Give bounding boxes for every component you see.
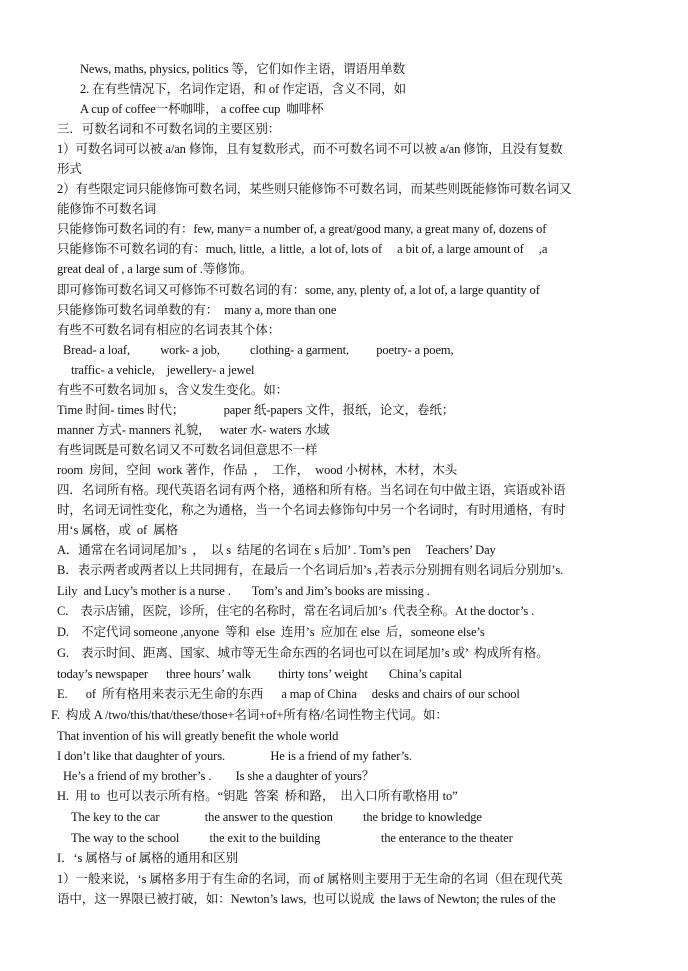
text-line: G. 表示时间、距离、国家、城市等无生命东西的名词也可以在词尾加’s 或’ 构成所有格。 xyxy=(57,646,549,660)
text-line: The way to the school the exit to the building the enterance to the theater xyxy=(71,831,513,845)
text-line: great deal of , a large sum of .等修饰。 xyxy=(57,262,253,276)
text-line: 形式 xyxy=(57,162,82,176)
text-line: 有些不可数名词有相应的名词表其个体： xyxy=(57,323,281,337)
text-line: manner 方式- manners 礼貌， water 水- waters 水域 xyxy=(57,423,330,437)
text-line: I don’t like that daughter of yours. He is a friend of my father’s. xyxy=(57,749,412,763)
section-heading: 四．名词所有格。现代英语名词有两个格，通格和所有格。当名词在句中做主语，宾语或补语 xyxy=(57,483,566,497)
text-line: 2. 在有些情况下，名词作定语，和 of 作定语，含义不同，如 xyxy=(80,82,407,96)
text-line: 1）可数名词可以被 a/an 修饰，且有复数形式，而不可数名词不可以被 a/an 修饰，且没有复数 xyxy=(57,142,563,156)
text-line: today’s newspaper three hours’ walk thirty tons’ weight China’s capital xyxy=(57,667,463,681)
text-line: H. 用 to 也可以表示所有格。“钥匙 答案 桥和路， 出入口所有歌格用 to” xyxy=(57,789,458,803)
text-line: 有些不可数名词加 s，含义发生变化。如： xyxy=(57,383,288,397)
text-line: 即可修饰可数名词又可修饰不可数名词的有：some, any, plenty of, a lot of, a large quantity of xyxy=(57,283,540,297)
text-line: 用‘s 属格，或 of 属格 xyxy=(57,523,178,537)
text-line: A cup of coffee一杯咖啡， a coffee cup 咖啡杯 xyxy=(80,102,324,116)
text-line: That invention of his will greatly benefit the whole world xyxy=(57,729,339,743)
text-line: A．通常在名词词尾加’s ， 以 s 结尾的名词在 s 后加’ . Tom’s pen Teachers’ Day xyxy=(57,543,496,557)
text-line: The key to the car the answer to the question the bridge to knowledge xyxy=(71,810,482,824)
text-line: F. 构成 A /two/this/that/these/those+名词+of+所有格/名词性物主代词。如： xyxy=(51,708,448,722)
text-line: 有些词既是可数名词又不可数名词但意思不一样 xyxy=(57,443,318,457)
text-line: 只能修饰不可数名词的有：much, little, a little, a lot of, lots of a bit of, a large amount of ,a xyxy=(57,242,548,256)
section-heading: I．‘s 属格与 of 属格的通用和区别 xyxy=(57,851,238,865)
text-line: He’s a friend of my brother’s . Is she a daughter of yours？ xyxy=(63,769,375,783)
text-line: 只能修饰可数名词的有：few, many= a number of, a great/good many, a great many of, dozens of xyxy=(57,222,547,236)
section-heading: 三．可数名词和不可数名词的主要区别： xyxy=(57,122,281,136)
text-line: room 房间，空间 work 著作，作品 ， 工作， wood 小树林，木材，木头 xyxy=(57,463,458,477)
text-line: 1）一般来说，‘s 属格多用于有生命的名词，而 of 属格则主要用于无生命的名词（但在现代英 xyxy=(57,872,563,886)
text-line: D. 不定代词 someone ,anyone 等和 else 连用’s 应加在 else 后，someone else’s xyxy=(57,625,485,639)
text-line: C. 表示店铺，医院，诊所，住宅的名称时，常在名词后加’s 代表全称。At the doctor’s . xyxy=(57,604,535,618)
text-line: 语中，这一界限已被打破，如：Newton’s laws, 也可以说成 the laws of Newton; the rules of the xyxy=(57,892,556,906)
text-line: E. of 所有格用来表示无生命的东西 a map of China desks and chairs of our school xyxy=(57,687,520,701)
text-line: Bread- a loaf, work- a job, clothing- a garment, poetry- a poem, xyxy=(63,343,454,357)
text-line: 2）有些限定词只能修饰可数名词，某些则只能修饰不可数名词，而某些则既能修饰可数名词又 xyxy=(57,182,572,196)
text-line: News, maths, physics, politics 等，它们如作主语，谓语用单数 xyxy=(80,62,406,76)
text-line: 能修饰不可数名词 xyxy=(57,202,157,216)
text-line: 只能修饰可数名词单数的有： many a, more than one xyxy=(57,303,337,317)
text-line: 时，名词无词性变化，称之为通格，当一个名词去修饰句中另一个名词时，有时用通格，有时 xyxy=(57,503,566,517)
text-line: Time 时间- times 时代； paper 纸-papers 文件，报纸，论文，卷纸； xyxy=(57,403,455,417)
text-line: traffic- a vehicle, jewellery- a jewel xyxy=(71,363,255,377)
text-line: Lily and Lucy’s mother is a nurse . Tom’s and Jim’s books are missing . xyxy=(57,584,430,598)
text-line: B．表示两者或两者以上共同拥有，在最后一个名词后加’s ,若表示分别拥有则名词后分别加’s. xyxy=(57,563,564,577)
